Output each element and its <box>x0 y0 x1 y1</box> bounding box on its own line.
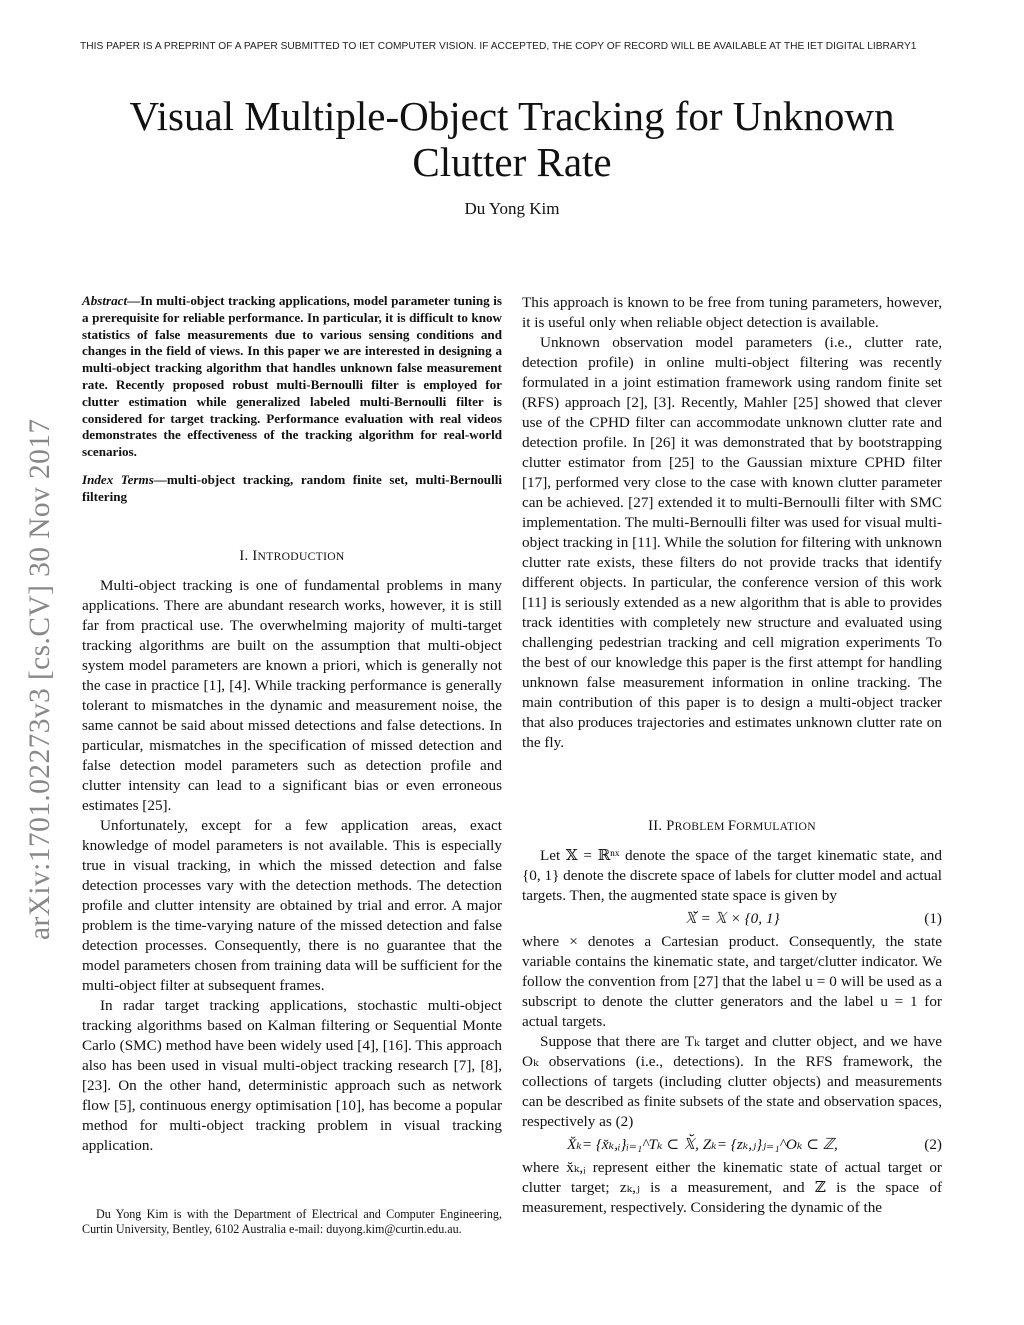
section-introduction <box>82 546 502 1156</box>
footnote-affiliation: Du Yong Kim is with the Department of Electrical and Computer Engineering, Curtin University, Bentley, 6102 Australia e-mail: duyong.kim@curtin.edu.au. <box>82 1207 502 1236</box>
intro-paragraph-1: Multi-object tracking is one of fundamental problems in many applications. There are abundant research works, however, it is still far from practical use. The overwhelming majority of multi-target tracking algorithms are built on the assumption that multi-object system model parameters are known a priori, which is generally not the case in practice [1], [4]. While tracking performance is generally tolerant to mismatches in the dynamic and measurement noise, the same cannot be said about missed detections and false detections. In particular, mismatches in the specification of missed detection and false detection model parameters such as detection profile and clutter intensity can lead to a significant bias or even erroneous estimates [25]. <box>82 577 502 814</box>
index-terms-label: Index Terms <box>82 471 154 487</box>
title-line-2: Clutter Rate <box>412 139 612 185</box>
arxiv-stamp[interactable]: arXiv:1701.02273v3 [cs.CV] 30 Nov 2017 <box>24 418 56 940</box>
equation-2-number: (2) <box>924 1136 942 1153</box>
section-problem-formulation <box>522 816 942 1218</box>
title-line-1: Visual Multiple-Object Tracking for Unknown <box>129 93 895 139</box>
equation-1-body: 𝕏̆ = 𝕏 × {0, 1} <box>684 910 780 927</box>
index-terms-text: —multi-object tracking, random finite set, multi-Bernoulli filtering <box>82 471 502 504</box>
intro-paragraph-2: Unfortunately, except for a few application areas, exact knowledge of model parameters is not available. This is especially true in visual tracking, in which the missed detection and false detection processes vary with the detection methods. The detection profile and clutter intensity are obtained by trial and error. A major problem is the time-varying nature of the missed detection and false detection processes. Consequently, there is no guarantee that the model parameters chosen from training data will be sufficient for the multi-object filter at subsequent frames. <box>82 817 502 994</box>
right-column-intro-continued <box>522 293 942 753</box>
abstract-text: —In multi-object tracking applications, model parameter tuning is a prerequisite for reliable performance. In particular, it is difficult to know statistics of false measurements due to various sensing conditions and changes in the field of views. In this paper we are interested in designing a multi-object tracking algorithm that handles unknown false measurement rate. Recently proposed robust multi-Bernoulli filter is employed for clutter estimation while generalized labeled multi-Bernoulli filter is considered for target tracking. Performance evaluation with real videos demonstrates the effectiveness of the tracking algorithm for real-world scenarios. <box>82 293 502 460</box>
formulation-paragraph-2: where × denotes a Cartesian product. Consequently, the state variable contains the kinematic state, and target/clutter indicator. We follow the convention from [27] that the label u = 0 will be used as a subscript to denote the clutter generators and the label u = 1 for actual targets. <box>522 933 942 1030</box>
intro-paragraph-3: In radar target tracking applications, stochastic multi-object tracking algorithms based on Kalman filtering or Sequential Monte Carlo (SMC) method have been widely used [4], [16]. This approach also has been used in visual multi-object tracking research [7], [8], [23]. On the other hand, deterministic approach such as network flow [5], continuous energy optimisation [10], has become a popular method for multi-object tracking problem in visual tracking application. <box>82 997 502 1154</box>
formulation-paragraph-1: Let 𝕏 = ℝⁿˣ denote the space of the target kinematic state, and {0, 1} denote the discrete space of labels for clutter model and actual targets. Then, the augmented state space is given by <box>522 847 942 904</box>
running-head: THIS PAPER IS A PREPRINT OF A PAPER SUBMITTED TO IET COMPUTER VISION. IF ACCEPTED, THE COPY OF RECORD WILL BE AVAILABLE AT THE IET DIGITAL LIBRARY1 <box>80 41 917 52</box>
abstract <box>82 293 502 506</box>
section-heading-introduction: I. INTRODUCTION <box>239 548 345 564</box>
formulation-paragraph-4: where x̆ₖ,ᵢ represent either the kinematic state of actual target or clutter target; zₖ,ⱼ is a measurement, and ℤ is the space of measurement, respectively. Considering the dynamic of the <box>522 1159 942 1216</box>
right-paragraph-2: Unknown observation model parameters (i.e., clutter rate, detection profile) in online multi-object filtering was recently formulated in a joint estimation framework using random finite set (RFS) approach [2], [3]. Recently, Mahler [25] showed that clever use of the CPHD filter can accommodate unknown clutter rate and detection profile. In [26] it was demonstrated that by bootstrapping clutter estimator from [25] to the Gaussian mixture CPHD filter [17], performed very close to the case with known clutter parameter can be achieved. [27] extended it to multi-Bernoulli filter with SMC implementation. The multi-Bernoulli filter was used for visual multi-object tracking in [11]. While the solution for filtering with unknown clutter rate exists, these filters do not provide tracks that identify different objects. In particular, the conference version of this work [11] is seriously extended as a new algorithm that is able to provides track identities with completely new structure and evaluated using challenging pedestrian tracking and cell migration experiments To the best of our knowledge this paper is the first attempt for handling unknown false measurement information in online tracking. The main contribution of this paper is to design a multi-object tracker that also produces trajectories and estimates unknown clutter rate on the fly. <box>522 334 942 751</box>
equation-1-number: (1) <box>924 910 942 927</box>
formulation-paragraph-3: Suppose that there are Tₖ target and clutter object, and we have Oₖ observations (i.e., detections). In the RFS framework, the collections of targets (including clutter objects) and measurements can be described as finite subsets of the state and observation spaces, respectively as (2) <box>522 1033 942 1130</box>
author: Du Yong Kim <box>464 199 560 218</box>
paper-title <box>100 93 924 185</box>
abstract-label: Abstract <box>82 293 128 308</box>
section-heading-problem-formulation: II. PROBLEM FORMULATION <box>648 818 816 834</box>
equation-2-body: X̆ₖ= {x̆ₖ,ᵢ}ᵢ₌₁^Tₖ ⊂ 𝕏̆, Zₖ= {zₖ,ⱼ}ⱼ₌₁^Oₖ ⊂ ℤ, <box>567 1136 838 1153</box>
equation-1 <box>522 908 942 930</box>
right-paragraph-1: This approach is known to be free from tuning parameters, however, it is useful only when reliable object detection is available. <box>522 294 942 331</box>
equation-2 <box>522 1134 942 1156</box>
